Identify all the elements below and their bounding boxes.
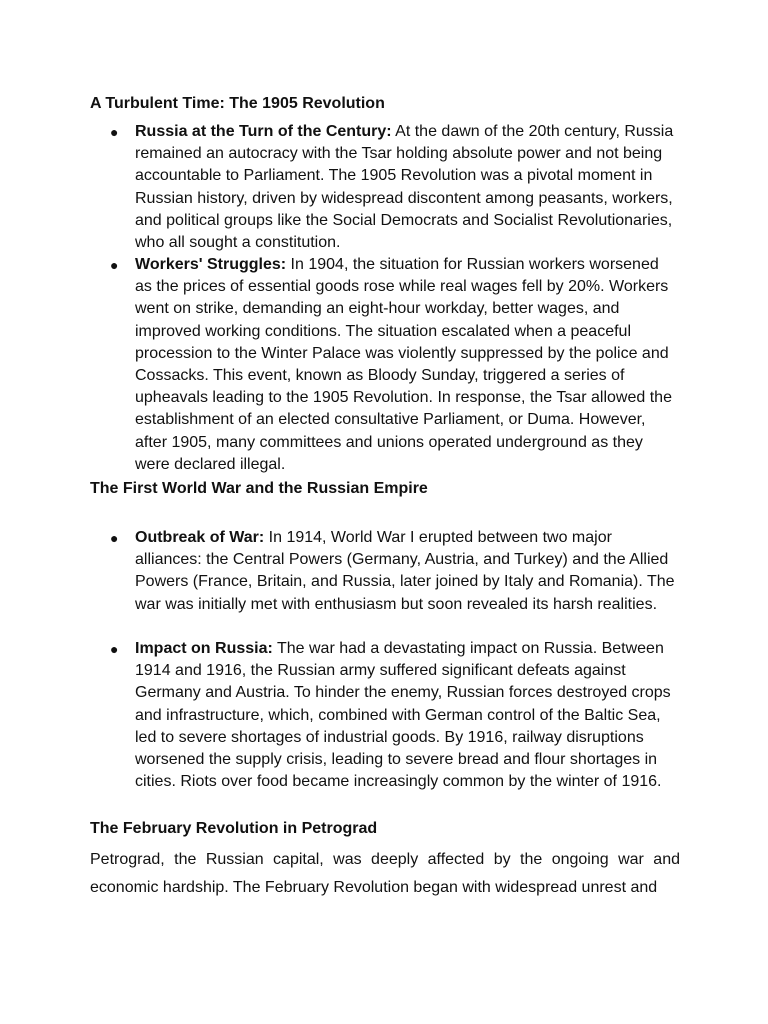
bullet-dot-icon: ● <box>110 257 119 273</box>
bullet-term: Russia at the Turn of the Century: <box>135 123 392 140</box>
section-heading-february-revolution: The February Revolution in Petrograd <box>90 820 378 837</box>
section-heading-1905-revolution: A Turbulent Time: The 1905 Revolution <box>90 95 385 112</box>
bullet-workers-struggles <box>110 254 680 476</box>
bullet-text: The war had a devastating impact on Russia. Between 1914 and 1916, the Russian army suffered significant defeats against Germany and Austria. To hinder the enemy, Russian forces destroyed crops and infrastructure, which, combined with German control of the Baltic Sea, led to severe shortages of industrial goods. By 1916, railway disruptions worsened the supply crisis, leading to severe bread and flour shortages in cities. Riots over food became increasingly common by the winter of 1916. <box>135 640 671 791</box>
bullet-russia-turn-of-century <box>110 121 680 254</box>
bullet-outbreak-of-war <box>110 527 680 616</box>
bullet-text: At the dawn of the 20th century, Russia remained an autocracy with the Tsar holding absolute power and not being accountable to Parliament. The 1905 Revolution was a pivotal moment in Russian history, driven by widespread discontent among peasants, workers, and political groups like the Social Democrats and Socialist Revolutionaries, who all sought a constitution. <box>135 123 674 252</box>
bullet-term: Impact on Russia: <box>135 640 273 657</box>
bullet-dot-icon: ● <box>110 530 119 546</box>
bullet-text: In 1914, World War I erupted between two major alliances: the Central Powers (Germany, Austria, and Turkey) and the Allied Powers (France, Britain, and Russia, later joined by Italy and Romania). The war was initially met with enthusiasm but soon revealed its harsh realities. <box>135 529 675 613</box>
bullet-term: Workers' Struggles: <box>135 256 287 273</box>
bullet-dot-icon: ● <box>110 124 119 140</box>
bullet-dot-icon: ● <box>110 641 119 657</box>
section-heading-first-world-war: The First World War and the Russian Empire <box>90 480 428 497</box>
bullet-term: Outbreak of War: <box>135 529 265 546</box>
bullet-impact-on-russia <box>110 638 680 793</box>
body-paragraph-petrograd: Petrograd, the Russian capital, was deeply affected by the ongoing war and economic hardship. The February Revolution began with widespread unrest and <box>90 851 680 896</box>
bullet-text: In 1904, the situation for Russian workers worsened as the prices of essential goods rose while real wages fell by 20%. Workers went on strike, demanding an eight-hour workday, better wages, and improved working conditions. The situation escalated when a peaceful procession to the Winter Palace was violently suppressed by the police and Cossacks. This event, known as Bloody Sunday, triggered a series of upheavals leading to the 1905 Revolution. In response, the Tsar allowed the establishment of an elected consultative Parliament, or Duma. However, after 1905, many committees and unions operated underground as they were declared illegal. <box>135 256 672 473</box>
